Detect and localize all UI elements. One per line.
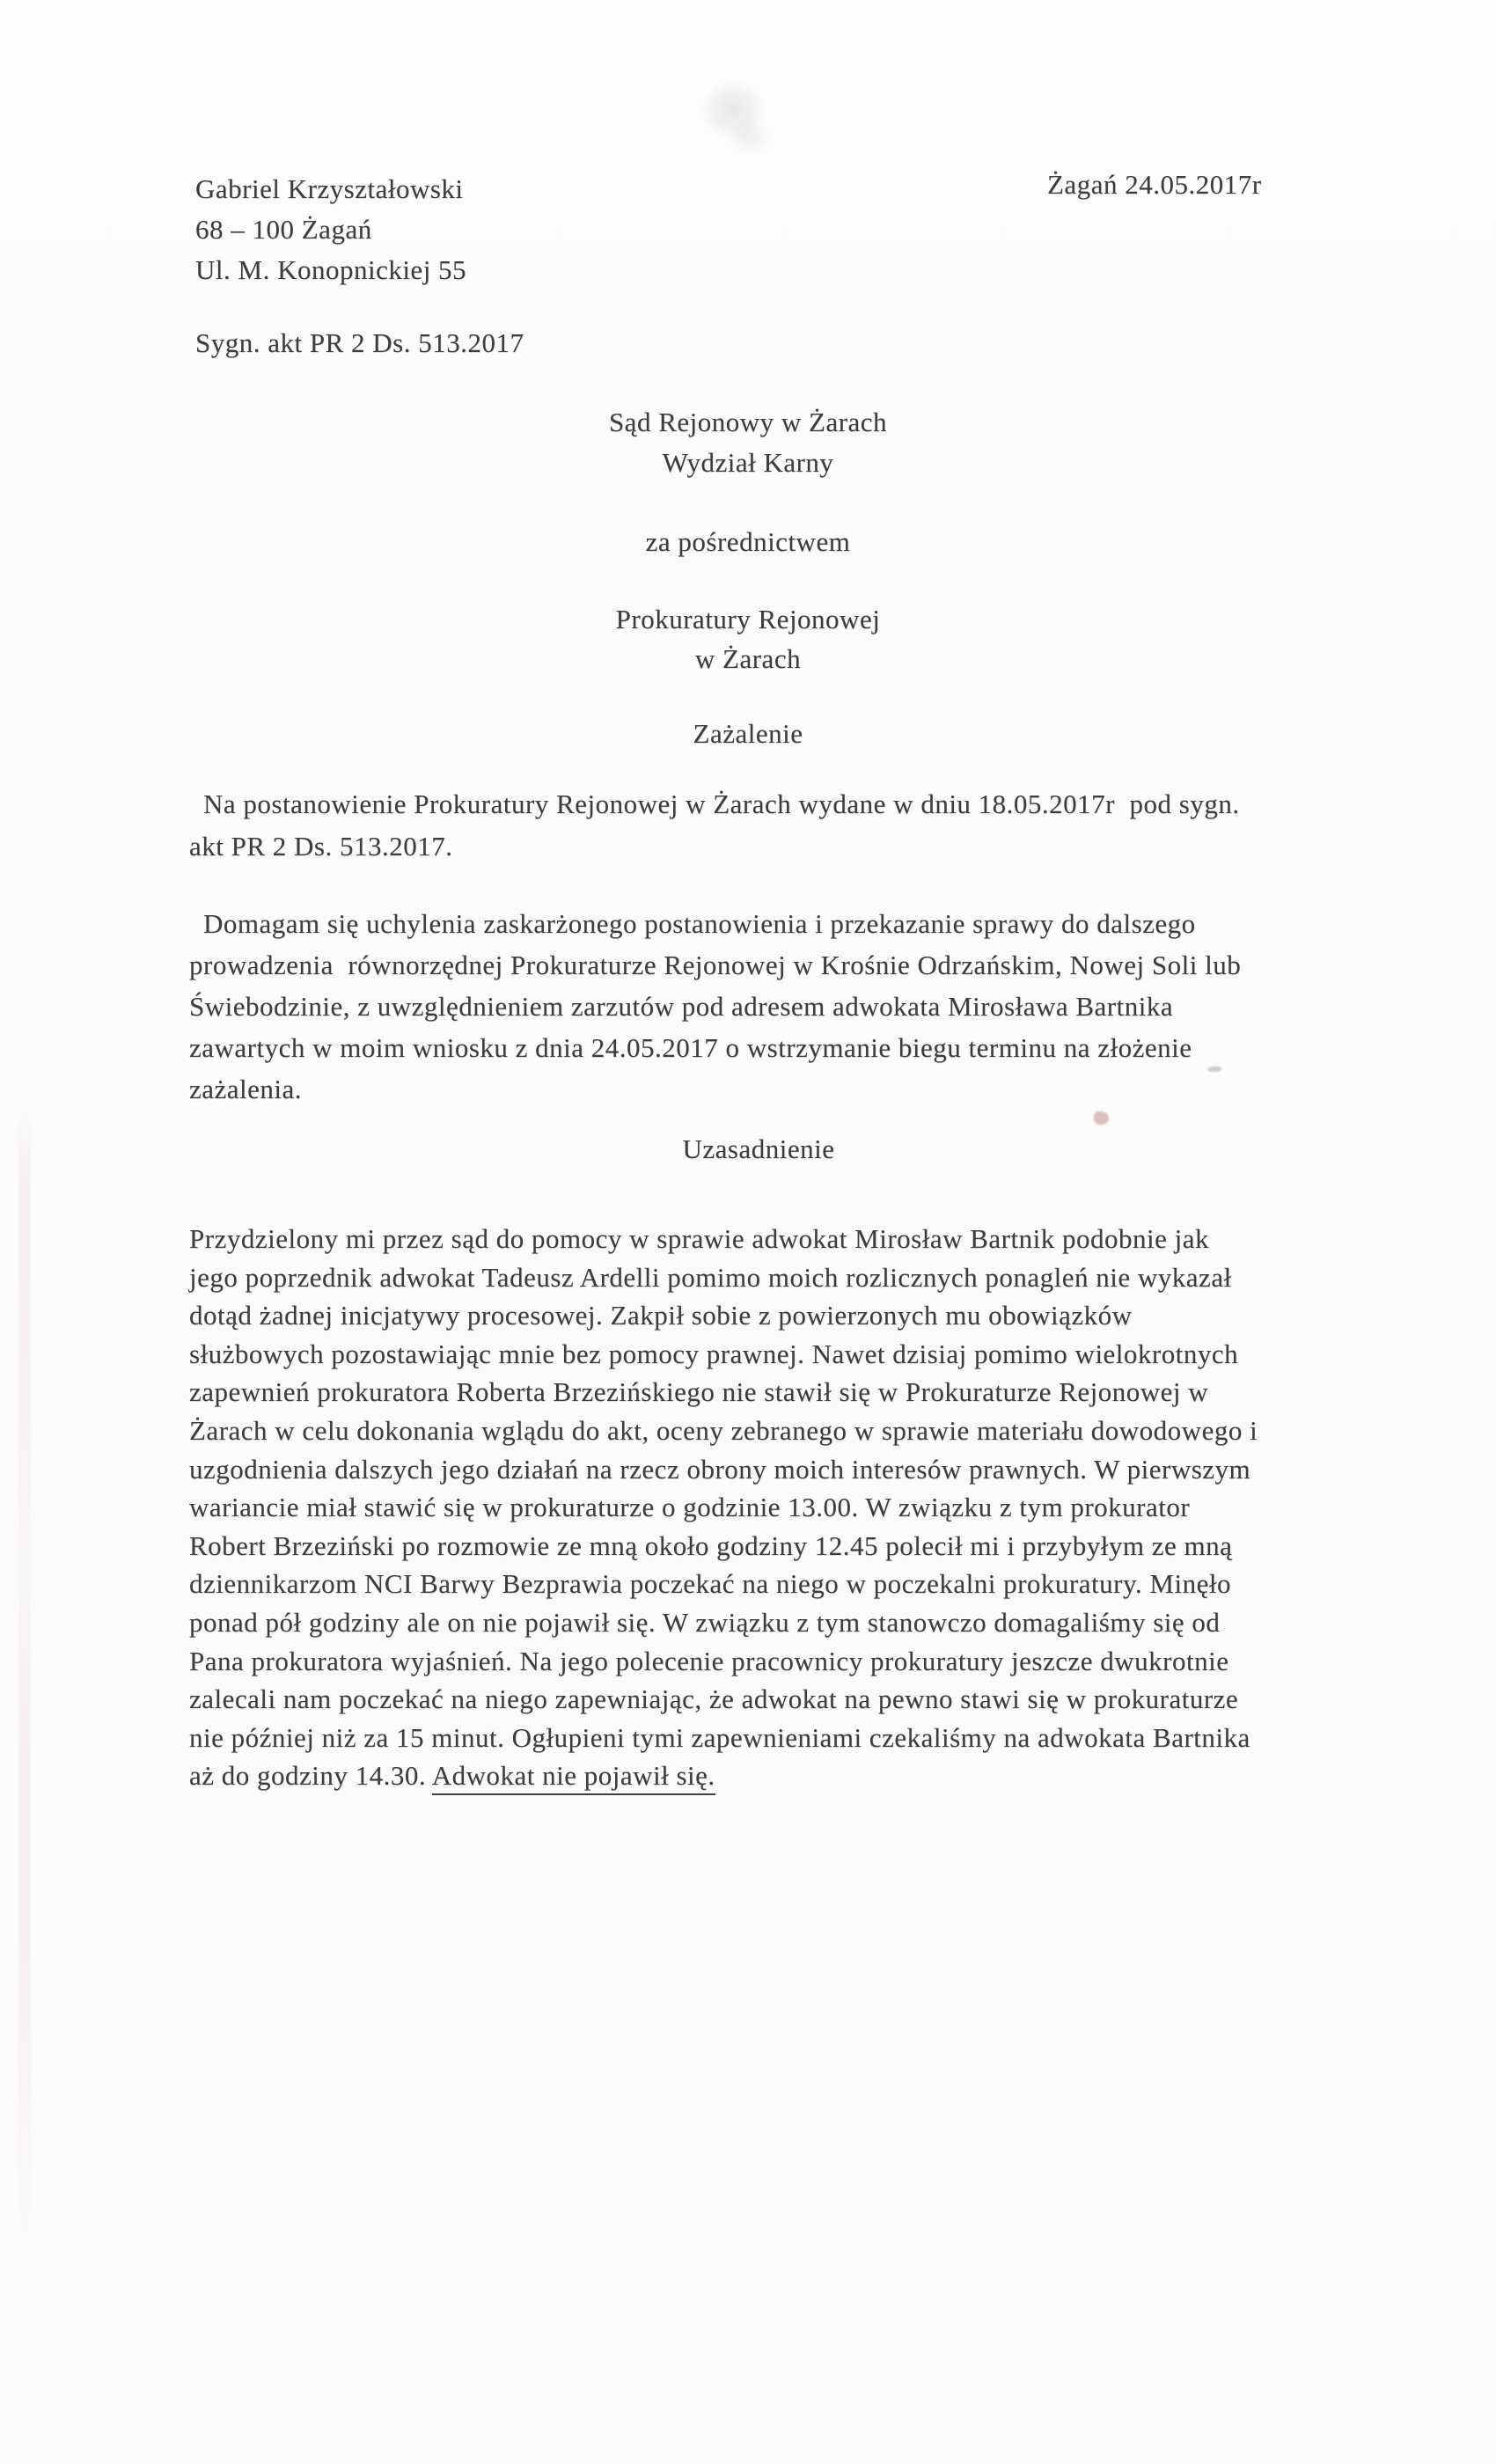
final-line — [189, 1756, 715, 1795]
text-line: służbowych pozostawiając mnie bez pomocy prawnej. Nawet dzisiaj pomimo wielokrotnych — [189, 1338, 1239, 1369]
text-line: Żarach w celu dokonania wglądu do akt, oceny zebranego w sprawie materiału dowodowego i — [189, 1414, 1258, 1446]
text-line: zażalenia. — [189, 1074, 303, 1104]
text-line: akt PR 2 Ds. 513.2017. — [189, 830, 453, 862]
place-date: Żagań 24.05.2017r — [1047, 169, 1262, 200]
via-label: za pośrednictwem — [645, 526, 851, 557]
text-line: Przydzielony mi przez sąd do pomocy w sprawie adwokat Mirosław Bartnik podobnie jak — [189, 1223, 1209, 1254]
intro-paragraph — [189, 783, 1240, 867]
final-line-prefix: aż do godziny 14.30. — [189, 1760, 432, 1791]
text-line: Domagam się uchylenia zaskarżonego postanowienia i przekazanie sprawy do dalszego — [203, 908, 1196, 939]
court-division-line: Wydział Karny — [662, 447, 834, 478]
text-line: jego poprzednik adwokat Tadeusz Ardelli pomimo moich rozlicznych ponagleń nie wykazał — [189, 1261, 1232, 1293]
text-line: Ul. M. Konopnickiej 55 — [195, 254, 467, 285]
text-line: zapewnień prokuratora Roberta Brzezińskiego nie stawił się w Prokuraturze Rejonowej w — [189, 1376, 1209, 1408]
text-line: dziennikarzom NCI Barwy Bezprawia poczekać na niego w poczekalni prokuratury. Minęło — [189, 1568, 1231, 1600]
scan-speck-artifact — [1094, 1111, 1109, 1125]
text-line: uzgodnienia dalszych jego działań na rzecz obrony moich interesów prawnych. W pierwszym — [189, 1453, 1251, 1485]
text-line: Pana prokuratora wyjaśnień. Na jego polecenie pracownicy prokuratury jeszcze dwukrotnie — [189, 1645, 1229, 1676]
text-line: zawartych w moim wniosku z dnia 24.05.2017 o wstrzymanie biegu terminu na złożenie — [189, 1032, 1192, 1063]
text-line: prowadzenia równorzędnej Prokuraturze Rejonowej w Krośnie Odrzańskim, Nowej Soli lub — [189, 950, 1242, 980]
sender-address-block — [195, 169, 466, 290]
case-number: Sygn. akt PR 2 Ds. 513.2017 — [195, 327, 524, 358]
prosecutor-office-city-line: w Żarach — [694, 643, 802, 674]
request-paragraph — [189, 903, 1241, 1110]
scan-edge-artifact — [18, 1104, 31, 2279]
prosecutor-office-line: Prokuratury Rejonowej — [615, 604, 881, 634]
justification-paragraph — [189, 1220, 1258, 1756]
section-heading: Uzasadnienie — [682, 1133, 835, 1164]
court-name-line: Sąd Rejonowy w Żarach — [608, 407, 888, 437]
text-line: wariancie miał stawić się w prokuraturze o godzinie 13.00. W związku z tym prokurator — [189, 1492, 1191, 1523]
text-line: 68 – 100 Żagań — [195, 214, 372, 245]
text-line: nie później niż za 15 minut. Ogłupieni tymi zapewnieniami czekaliśmy na adwokata Bartnika — [189, 1721, 1250, 1753]
text-line: Robert Brzeziński po rozmowie ze mną około godziny 12.45 polecił mi i przybyłym ze mną — [189, 1529, 1233, 1561]
text-line: Świebodzinie, z uwzględnieniem zarzutów pod adresem adwokata Mirosława Bartnika — [189, 991, 1174, 1022]
text-line: dotąd żadnej inicjatywy procesowej. Zakpił sobie z powierzonych mu obowiązków — [189, 1300, 1133, 1331]
text-line: Na postanowienie Prokuratury Rejonowej w Żarach wydane w dniu 18.05.2017r pod sygn. — [203, 788, 1240, 819]
text-line: ponad pół godziny ale on nie pojawił się. W związku z tym stanowczo domagaliśmy się od — [189, 1606, 1221, 1638]
text-line: zalecali nam poczekać na niego zapewniając, że adwokat na pewno stawi się w prokuraturze — [189, 1683, 1239, 1715]
text-line: Gabriel Krzyształowski — [195, 173, 464, 204]
scan-smudge-artifact — [695, 75, 779, 163]
underlined-sentence: Adwokat nie pojawił się. — [432, 1760, 715, 1795]
document-title: Zażalenie — [693, 718, 803, 749]
